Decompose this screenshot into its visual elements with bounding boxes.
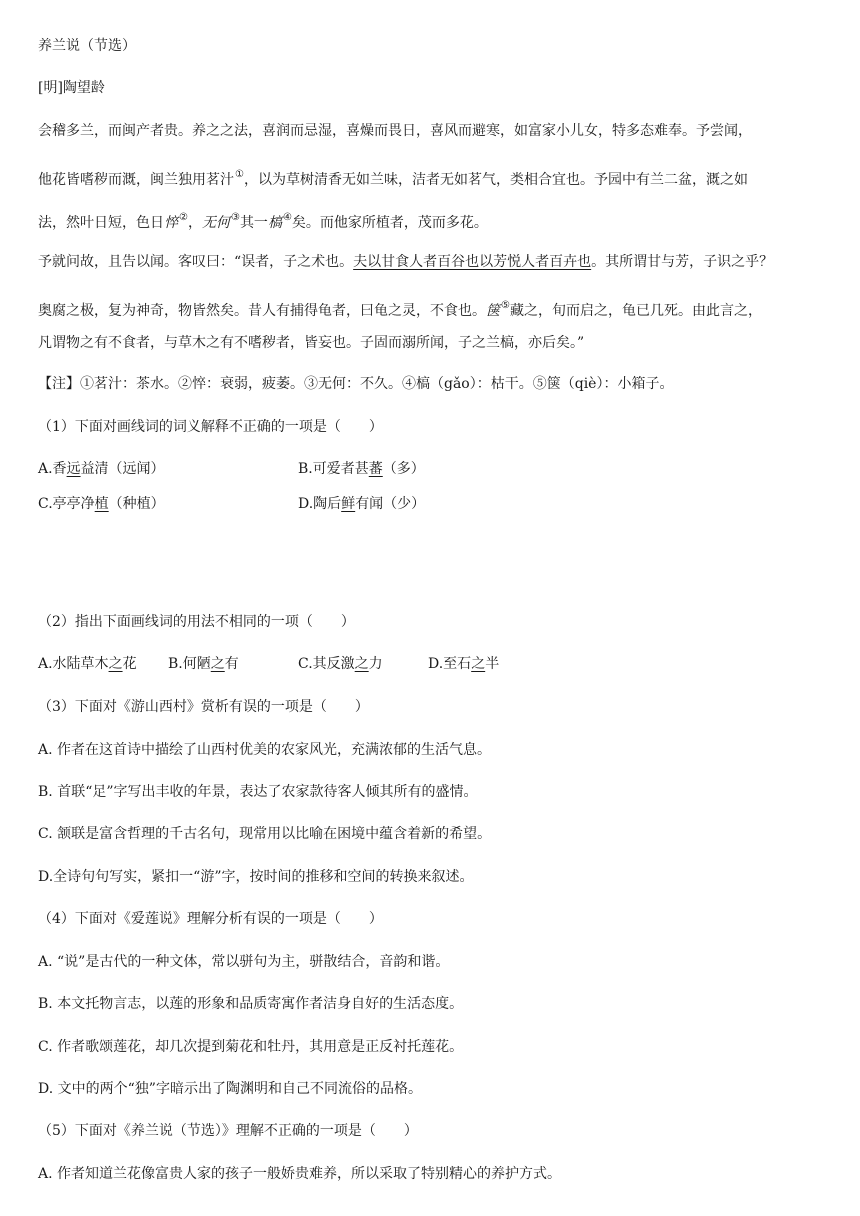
q4-option-b[interactable]: B. 本文托物言志，以莲的形象和品质寄寓作者洁身自好的生活态度。 xyxy=(38,996,464,1012)
passage-title: 养兰说（节选） xyxy=(38,38,136,54)
q5-stem: （5）下面对《养兰说（节选）》理解不正确的一项是（ ） xyxy=(38,1123,418,1139)
q4-stem: （4）下面对《爱莲说》理解分析有误的一项是（ ） xyxy=(38,911,383,927)
footnote-marker: ① xyxy=(235,169,244,180)
q2-stem: （2）指出下面画线词的用法不相同的一项（ ） xyxy=(38,614,355,630)
q1-option-c[interactable]: C.亭亭净植（种植） xyxy=(38,496,165,512)
q5-option-a[interactable]: A. 作者知道兰花像富贵人家的孩子一般娇贵难养，所以采取了特别精心的养护方式。 xyxy=(38,1166,562,1182)
q1-option-b[interactable]: B.可爱者甚蕃（多） xyxy=(298,461,425,477)
notes: 【注】①茗汁：茶水。②悴：衰弱，疲萎。③无何：不久。④槁（gǎo）：枯干。⑤箧（qiè）：小箱子。 xyxy=(38,376,674,392)
q4-option-d[interactable]: D. 文中的两个“独”字暗示出了陶渊明和自己不同流俗的品格。 xyxy=(38,1081,422,1097)
passage-line: 凡谓物之有不食者，与草木之有不嗜秽者，皆妄也。子固而溺所闻，子之兰槁，亦后矣。” xyxy=(38,335,585,351)
q2-option-d[interactable]: D.至石之半 xyxy=(428,656,500,672)
passage-line: 法，然叶日短，色日悴②，无何③其一槁④矣。而他家所植者，茂而多花。 xyxy=(38,212,488,231)
passage-line: 他花皆嗜秽而溉，闽兰独用茗汁①，以为草树清香无如兰味，洁者无如茗气，类相合宜也。予园中有兰二盆，溉之如 xyxy=(38,169,748,188)
passage-line: 会稽多兰，而闽产者贵。养之之法，喜润而忌湿，喜燥而畏日，喜风而避寒，如富家小儿女，特多态难奉。予尝闻， xyxy=(38,123,752,139)
passage-line: 予就问故，且告以闻。客叹曰：“误者，子之术也。夫以甘食人者百谷也以芳悦人者百卉也。其所谓甘与芳，子识之乎？ xyxy=(38,254,774,270)
q2-options xyxy=(38,654,598,674)
q3-option-d[interactable]: D.全诗句句写实，紧扣一“游”字，按时间的推移和空间的转换来叙述。 xyxy=(38,869,474,885)
q2-option-a[interactable]: A.水陆草木之花 xyxy=(38,656,137,672)
passage-author: [明]陶望龄 xyxy=(38,80,105,96)
q4-option-c[interactable]: C. 作者歌颂莲花，却几次提到菊花和牡丹，其用意是正反衬托莲花。 xyxy=(38,1039,464,1055)
q2-option-c[interactable]: C.其反激之力 xyxy=(298,656,383,672)
q3-stem: （3）下面对《游山西村》赏析有误的一项是（ ） xyxy=(38,699,369,715)
passage-line: 奥腐之极，复为神奇，物皆然矣。昔人有捕得龟者，曰龟之灵，不食也。箧⑤藏之，旬而启之，龟已几死。由此言之， xyxy=(38,300,762,319)
q2-option-b[interactable]: B.何陋之有 xyxy=(168,656,239,672)
footnote-marker: ④ xyxy=(282,212,292,223)
q1-option-d[interactable]: D.陶后鲜有闻（少） xyxy=(298,496,426,512)
q3-option-b[interactable]: B. 首联“足”字写出丰收的年景，表达了农家款待客人倾其所有的盛情。 xyxy=(38,784,478,800)
underlined-sentence: 夫以甘食人者百谷也以芳悦人者百卉也 xyxy=(353,254,592,270)
q1-stem: （1）下面对画线词的词义解释不正确的一项是（ ） xyxy=(38,419,383,435)
q4-option-a[interactable]: A. “说”是古代的一种文体，常以骈句为主，骈散结合，音韵和谐。 xyxy=(38,954,450,970)
q1-option-a[interactable]: A.香远益清（远闻） xyxy=(38,461,165,477)
footnote-marker: ② xyxy=(179,212,188,223)
footnote-marker: ③ xyxy=(230,212,240,223)
q3-option-a[interactable]: A. 作者在这首诗中描绘了山西村优美的农家风光，充满浓郁的生活气息。 xyxy=(38,742,492,758)
footnote-marker: ⑤ xyxy=(501,300,510,311)
q3-option-c[interactable]: C. 颔联是富含哲理的千古名句，现常用以比喻在困境中蕴含着新的希望。 xyxy=(38,826,492,842)
